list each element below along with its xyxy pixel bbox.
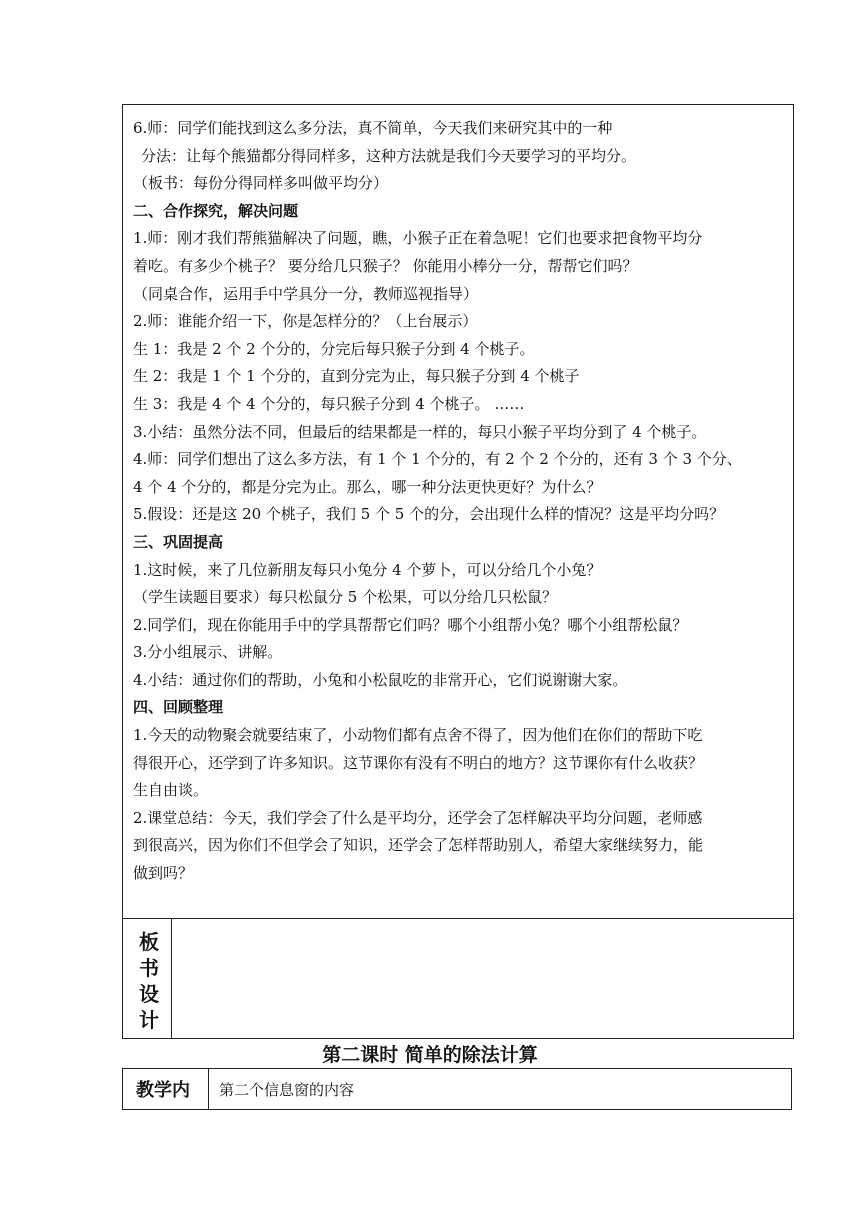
text-line: 4.小结：通过你们的帮助，小兔和小松鼠吃的非常开心，它们说谢谢大家。 xyxy=(133,670,628,689)
text-line: 1.这时候，来了几位新朋友每只小兔分 4 个萝卜，可以分给几个小兔？ xyxy=(133,560,602,579)
text-line: 2.师：谁能介绍一下，你是怎样分的？（上台展示） xyxy=(133,312,478,331)
board-design-label xyxy=(139,929,159,1033)
text-line: 生 3：我是 4 个 4 个分的，每只猴子分到 4 个桃子。 …… xyxy=(133,394,525,413)
lesson-process-cell xyxy=(122,104,794,919)
board-design-label-char: 板 xyxy=(139,930,159,954)
text-line: 生自由谈。 xyxy=(133,781,209,800)
teaching-content-label: 教学内 xyxy=(136,1080,190,1101)
lesson-two-title: 第二课时 简单的除法计算 xyxy=(322,1044,538,1066)
text-line: 6.师：同学们能找到这么多分法，真不简单，今天我们来研究其中的一种 xyxy=(133,119,613,137)
text-line: 分法：让每个熊猫都分得同样多，这种方法就是我们今天要学习的平均分。 xyxy=(141,146,637,165)
section-heading: 四、回顾整理 xyxy=(133,698,224,717)
text-line: 1.师：刚才我们帮熊猫解决了问题，瞧，小猴子正在着急呢！它们也要求把食物平均分 xyxy=(133,229,703,248)
teaching-content-label-cell xyxy=(123,1069,209,1109)
lesson-process-text xyxy=(133,115,787,888)
text-line: 到很高兴，因为你们不但学会了知识，还学会了怎样帮助别人，希望大家继续努力，能 xyxy=(133,836,704,855)
text-line: （同桌合作，运用手中学具分一分，教师巡视指导） xyxy=(133,284,479,303)
board-design-row xyxy=(122,918,794,1039)
teaching-content-row xyxy=(122,1068,792,1110)
text-line: 2.同学们，现在你能用手中的学具帮帮它们吗？哪个小组帮小兔？哪个小组帮松鼠？ xyxy=(133,615,688,634)
board-design-label-char: 计 xyxy=(139,1008,159,1032)
text-line: 2.课堂总结：今天，我们学会了什么是平均分，还学会了怎样解决平均分问题，老师感 xyxy=(133,808,703,827)
text-line: （板书：每份分得同样多叫做平均分） xyxy=(133,174,389,193)
board-design-label-cell xyxy=(123,919,172,1038)
section-heading: 二、合作探究，解决问题 xyxy=(133,201,299,220)
text-line: 4 个 4 个分的，都是分完为止。那么，哪一种分法更快更好？为什么？ xyxy=(133,477,602,496)
section-heading: 三、巩固提高 xyxy=(133,532,224,551)
text-line: 生 2：我是 1 个 1 个分的，直到分完为止，每只猴子分到 4 个桃子 xyxy=(133,367,580,386)
text-line: 3.小结：虽然分法不同，但最后的结果都是一样的，每只小猴子平均分到了 4 个桃子。 xyxy=(133,422,707,441)
text-line: 4.师：同学们想出了这么多方法，有 1 个 1 个分的，有 2 个 2 个分的，还有 3 个 3 个分、 xyxy=(133,450,742,469)
text-line: 着吃。有多少个桃子？ 要分给几只猴子？ 你能用小棒分一分，帮帮它们吗？ xyxy=(133,256,638,275)
text-line: 做到吗？ xyxy=(133,864,194,883)
board-design-label-char: 书 xyxy=(139,956,159,980)
board-design-label-char: 设 xyxy=(139,982,159,1006)
teaching-content-value: 第二个信息窗的内容 xyxy=(219,1081,355,1099)
text-line: 得很开心，还学到了许多知识。这节课你有没有不明白的地方？这节课你有什么收获？ xyxy=(133,753,704,772)
text-line: 1.今天的动物聚会就要结束了，小动物们都有点舍不得了，因为他们在你们的帮助下吃 xyxy=(133,726,703,745)
text-line: 生 1：我是 2 个 2 个分的，分完后每只猴子分到 4 个桃子。 xyxy=(133,339,535,358)
text-line: 3.分小组展示、讲解。 xyxy=(133,643,283,662)
text-line: 5.假设：还是这 20 个桃子，我们 5 个 5 个的分，会出现什么样的情况？这是平均分吗？ xyxy=(133,505,725,524)
text-line: （学生读题目要求）每只松鼠分 5 个松果，可以分给几只松鼠？ xyxy=(133,588,558,607)
